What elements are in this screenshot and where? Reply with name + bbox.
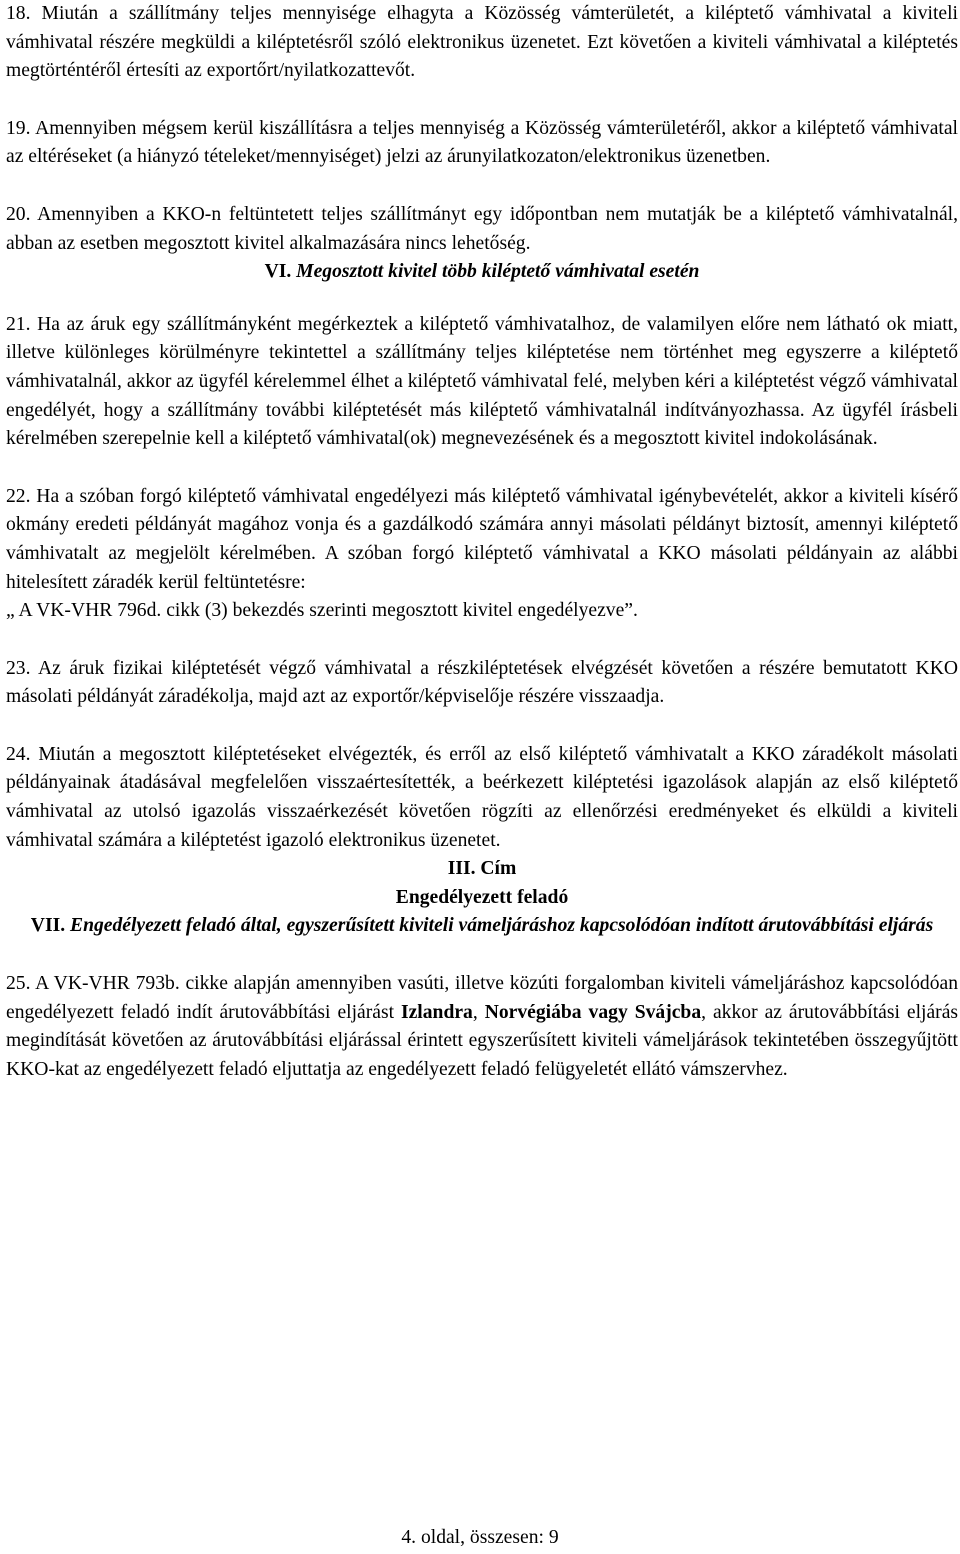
paragraph-23: 23. Az áruk fizikai kiléptetését végző vámhivatal a részkiléptetések elvégzését követően a részére bemutatott KKO másolati példányát záradékolja, majd azt az exportőr/képviselője részére visszaadja. (6, 657, 958, 708)
paragraph-25-bold-iceland: Izlandra (400, 1001, 473, 1023)
title-iii-subtitle: Engedélyezett feladó (395, 886, 569, 908)
paragraph-25-text-end: , akkor az árutovábbítási eljárás megindítását követően az árutovábbítási eljárással érintett egyszerűsített kiviteli vámeljárások tekintetében összegyűjtött KKO-kat az engedélyezett feladó eljuttatja az engedélyezett feladó felügyeletét ellátó vámszervhez. (6, 1001, 959, 1080)
section-vii-label: VII. (30, 915, 66, 937)
paragraph-24: 24. Miután a megosztott kiléptetéseket elvégezték, és erről az első kiléptető vámhivatalt a KKO záradékolt másolati példányainak átadásával megfelelően visszaértesítették, a beérkezett kiléptetési igazolások alapján az első kiléptető vámhivatal az utolsó igazolás visszaérkezését követően rögzíti az ellenőrzési eredményeket és elküldi a kiviteli vámhivatal számára a kiléptetést igazoló elektronikus üzenetet. (6, 743, 958, 851)
section-vi-label: VI. (264, 261, 292, 283)
section-vii-title: Engedélyezett feladó által, egyszerűsített kiviteli vámeljáráshoz kapcsolódóan indított árutovábbítási eljárás (70, 915, 934, 937)
page-footer: 4. oldal, összesen: 9 (401, 1527, 559, 1548)
paragraph-19: 19. Amennyiben mégsem kerül kiszállításra a teljes mennyiség a Közösség vámterületéről, akkor a kiléptető vámhivatal az eltéréseket (a hiányzó tételeket/mennyiséget) jelzi az árunyilatkozaton/elektronikus üzenetben. (6, 117, 958, 168)
paragraph-25-separator: , (472, 1001, 485, 1023)
paragraph-22-quote: „ A VK-VHR 796d. cikk (3) bekezdés szerinti megosztott kivitel engedélyezve”. (6, 600, 638, 622)
paragraph-25-text-start: 25. A VK-VHR 793b. cikke alapján amennyiben vasúti, illetve közúti forgalomban kiviteli vámeljáráshoz kapcsolódóan engedélyezett feladó indít árutovábbítási eljárást (6, 973, 958, 1023)
section-heading-vii (6, 912, 958, 941)
title-iii: III. Cím (447, 858, 517, 880)
paragraph-20: 20. Amennyiben a KKO-n feltüntetett teljes szállítmányt egy időpontban nem mutatják be a kiléptető vámhivatalnál, abban az esetben megosztott kivitel alkalmazására nincs lehetőség. (6, 203, 958, 254)
paragraph-25-bold-norway-switzerland: Norvégiába vagy Svájcba (484, 1001, 702, 1023)
paragraph-21: 21. Ha az áruk egy szállítmányként megérkeztek a kiléptető vámhivatalhoz, de valamilyen előre nem látható ok miatt, illetve különleges körülményre tekintettel a szállítmány teljes kiléptetése nem történhet meg egyszerre a kiléptető vámhivatalnál, akkor az ügyfél kérelemmel élhet a kiléptető vámhivatal felé, melyben kéri a kiléptetést végző vámhivatal engedélyét, hogy a szállítmány további kiléptetését más kiléptető vámhivatalnál indítványozhassa. Az ügyfél írásbeli kérelmében szerepelnie kell a kiléptető vámhivatal(ok) megnevezésének és a megosztott kivitel indokolásának. (6, 313, 958, 450)
paragraph-25 (6, 970, 958, 1084)
section-heading-vi (6, 258, 958, 287)
document-page (6, 0, 958, 1084)
paragraph-18: 18. Miután a szállítmány teljes mennyisége elhagyta a Közösség vámterületét, a kiléptető vámhivatal a kiviteli vámhivatal részére megküldi a kiléptetésről szóló elektronikus üzenetet. Ezt követően a kiviteli vámhivatal a kiléptetés megtörténtéről értesíti az exportőrt/nyilatkozattevőt. (6, 3, 958, 82)
paragraph-22: 22. Ha a szóban forgó kiléptető vámhivatal engedélyezi más kiléptető vámhivatal igénybevételét, akkor a kiviteli kísérő okmány eredeti példányát magához vonja és a gazdálkodó számára annyi másolati példányt biztosít, amennyi kiléptető vámhivatalt az megjelölt kérelmében. A szóban forgó kiléptető vámhivatal a KKO másolati példányain az alábbi hitelesített záradék kerül feltüntetésre: (6, 485, 958, 593)
section-vi-title: Megosztott kivitel több kiléptető vámhivatal esetén (296, 261, 700, 283)
